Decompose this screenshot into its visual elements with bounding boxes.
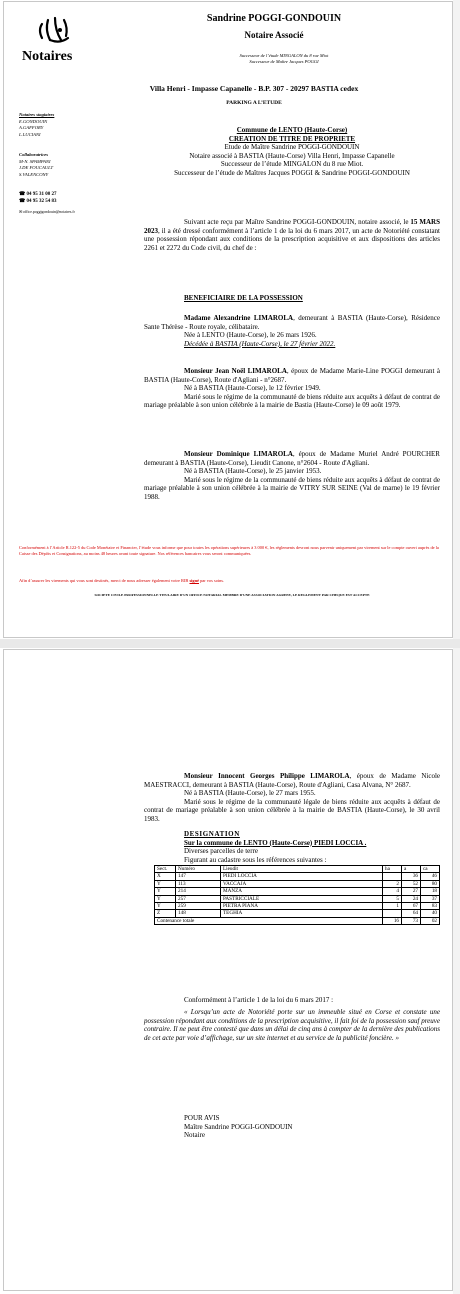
collab-item: M-N. SPAMPANI — [19, 158, 51, 164]
acte-date: 15 MARS 2023 — [144, 218, 440, 235]
table-cell: 257 — [176, 895, 221, 902]
table-cell: 64 — [402, 910, 421, 917]
table-row — [155, 888, 440, 895]
loi-reference: Conformément à l’article 1 de la loi du 6 mars 2017 : — [184, 996, 334, 1004]
table-cell: TEGHIA — [221, 910, 383, 917]
table-cell: 214 — [176, 888, 221, 895]
beneficiary-details: , époux de Madame Nicole MAESTRACCI, demeurant à BASTIA (Haute-Corse), Route d'Agliani, Casa Alvana, N° 2687. — [144, 772, 440, 789]
acte-title: CREATION DE TITRE DE PROPRIETE — [228, 134, 356, 143]
beneficiary-name: Monsieur Jean Noël LIMAROLA — [184, 367, 287, 375]
table-cell: 40 — [421, 910, 440, 917]
table-cell: 36 — [402, 873, 421, 880]
intro-block — [144, 126, 440, 178]
total-label: Contenance totale — [155, 917, 383, 924]
table-cell: X — [155, 873, 176, 880]
office-address: Villa Henri - Impasse Capanelle - B.P. 307 - 20297 BASTIA cedex — [149, 84, 359, 93]
phone-number: 04 95 31 00 27 — [26, 192, 57, 197]
sidebar-stagiaires — [19, 112, 54, 138]
table-cell: 1 — [383, 903, 402, 910]
document-page-1 — [3, 1, 453, 638]
table-cell: Y — [155, 880, 176, 887]
document-page-2 — [3, 649, 453, 1291]
rib-notice — [19, 578, 445, 584]
designation-commune: Sur la commune de LENTO (Haute-Corse) PIEDI LOCCIA . — [184, 838, 367, 847]
table-row — [155, 895, 440, 902]
beneficiary-2 — [144, 367, 440, 410]
beneficiary-death: Décédée à BASTIA (Haute-Corse), le 27 février 2022. — [184, 339, 336, 348]
intro-line-1: Etude de Maître Sandrine POGGI-GONDOUIN — [224, 143, 360, 152]
beneficiary-1 — [144, 314, 440, 348]
collab-title: Collaboratrices — [19, 152, 49, 157]
table-cell: 2 — [383, 880, 402, 887]
table-cell: PASTRICCIALE — [221, 895, 383, 902]
table-cell: 147 — [176, 873, 221, 880]
parking-note: PARKING A L’ETUDE — [226, 100, 282, 106]
loi-quote: « Lorsqu’un acte de Notoriété porte sur un immeuble situé en Corse et constate une possession répondant aux conditions de la prescription acquisitive, il fait foi de la possession sauf preuve contraire. Il ne peut être contesté que dans un délai de cinq ans à compter de la dernière des publications de cet acte par voie d’affichage, sur un site internet et au service de la publicité foncière. » — [144, 1008, 440, 1042]
beneficiaires-heading: BENEFICIAIRE DE LA POSSESSION — [184, 294, 303, 302]
table-cell: 259 — [176, 903, 221, 910]
signer-name: Maître Sandrine POGGI-GONDOUIN — [184, 1122, 293, 1131]
collab-item: J.DE FOUCAULT — [19, 165, 54, 170]
acte-text-start: Suivant acte reçu par Maître Sandrine POGGI-GONDOUIN, notaire associé, le — [184, 218, 411, 226]
table-cell: 80 — [421, 880, 440, 887]
stagiaires-title: Notaires stagiaires — [19, 112, 55, 117]
designation-section — [144, 830, 440, 864]
designation-title: DESIGNATION — [184, 830, 240, 838]
rib-signed: signé — [189, 578, 199, 583]
beneficiary-marriage: Marié sous le régime de la communauté de biens réduite aux acquêts à défaut de contrat de mariage préalable à son union célébrée à la mairie de VITRY SUR SEINE (Val de marne) le 19 février 1988. — [144, 475, 440, 501]
col-header: Numéro — [176, 866, 221, 873]
stagiaire-item: E.GONDOUIN — [19, 118, 48, 124]
table-row — [155, 903, 440, 910]
sidebar-collaboratrices — [19, 152, 53, 178]
total-ca: 02 — [421, 917, 440, 924]
col-header: Lieudit — [221, 866, 383, 873]
rib-text-end: par vos soins. — [198, 578, 225, 583]
acte-text-end: , il a été dressé conformément à l’article 1 de la loi du 6 mars 2017, un acte de Notoriété constatant une possession répondant aux conditions de la prescription acquisitive et aux dispositions des articles 2261 et 2272 du Code civil, du chef de : — [144, 226, 440, 252]
mail-icon: ✉ — [19, 210, 24, 214]
table-cell: 52 — [402, 880, 421, 887]
col-header: ca — [421, 866, 440, 873]
col-header: ha — [383, 866, 402, 873]
table-cell — [383, 873, 402, 880]
sidebar-contact — [19, 192, 75, 216]
table-cell: 24 — [402, 895, 421, 902]
beneficiary-marriage: Marié sous le régime de la communauté de biens réduite aux acquêts à défaut de contrat de mariage préalable à son union célébrée à la mairie de Bastia (Haute-Corse) le 09 août 1979. — [144, 392, 440, 410]
intro-line-4: Successeur de l’étude de Maîtres Jacques POGGI & Sandrine POGGI-GONDOUIN — [174, 168, 410, 177]
table-cell: Y — [155, 895, 176, 902]
table-cell: VACCAJA — [221, 880, 383, 887]
total-ha: 16 — [383, 917, 402, 924]
phone-icon: ☎ — [19, 192, 27, 197]
table-row — [155, 880, 440, 887]
cadastre-table — [154, 865, 440, 925]
successor-lines — [164, 53, 404, 65]
col-header: a — [402, 866, 421, 873]
designation-line-1: Diverses parcelles de terre — [184, 847, 259, 856]
successor-line-1: Successeur de l’étude MINGALON du 8 rue Miot — [239, 53, 329, 58]
beneficiary-4 — [144, 772, 440, 824]
col-header: Sect. — [155, 866, 176, 873]
beneficiary-name: Madame Alexandrine LIMAROLA — [184, 314, 294, 322]
notary-role: Notaire Associé — [244, 30, 304, 40]
legal-footer: SOCIETE CIVILE PROFESSIONNELLE TITULAIRE D'UN OFFICE NOTARIAL MEMBRE D'UNE ASSOCIATION AGREEE, LE REGLEMENT PAR CHEQUE EST ACCEPTE — [94, 593, 370, 597]
table-cell: 148 — [176, 910, 221, 917]
stagiaire-item: L.LUCIANI — [19, 131, 41, 137]
intro-line-3: Successeur de l’étude MINGALON du 8 rue Miot. — [220, 160, 364, 169]
beneficiary-details: , époux de Madame Muriel André POURCHER demeurant à BASTIA (Haute-Corse), Lieudit Canone, n°2604 - Route d'Agliani. — [144, 450, 440, 467]
beneficiary-birth: Né à BASTIA (Haute-Corse), le 12 février 1949. — [184, 384, 321, 393]
intro-line-2: Notaire associé à BASTIA (Haute-Corse) Villa Henri, Impasse Capanelle — [189, 151, 395, 160]
page-separator — [0, 639, 460, 648]
beneficiary-birth: Née à LENTO (Haute-Corse), le 26 mars 1926. — [184, 331, 317, 340]
email-address: office.poggigondouin@notaires.fr — [23, 210, 75, 214]
table-cell: 5 — [383, 895, 402, 902]
designation-line-2: Figurant au cadastre sous les références suivantes : — [184, 855, 327, 864]
table-cell: PIETRA PIANA — [221, 903, 383, 910]
beneficiary-name: Monsieur Innocent Georges Philippe LIMAROLA — [184, 772, 350, 780]
signer-role: Notaire — [184, 1131, 205, 1140]
acte-paragraph — [144, 218, 440, 252]
table-cell: Y — [155, 903, 176, 910]
table-cell: 46 — [421, 873, 440, 880]
table-cell: 37 — [421, 895, 440, 902]
email-line — [19, 209, 75, 216]
beneficiary-3 — [144, 450, 440, 502]
signature-block — [144, 1114, 460, 1140]
commune-heading: Commune de LENTO (Haute-Corse) — [236, 126, 348, 134]
table-cell: Y — [155, 888, 176, 895]
table-cell: 113 — [176, 880, 221, 887]
pour-avis: POUR AVIS — [184, 1114, 220, 1122]
table-cell: 27 — [402, 888, 421, 895]
beneficiary-details: , demeurant à BASTIA (Haute-Corse), Résidence Sante Thérèse - Route royale, célibataire. — [144, 314, 440, 331]
beneficiary-birth: Né à BASTIA (Haute-Corse), le 25 janvier 1953. — [184, 467, 322, 476]
collab-item: S.VALENCONY — [19, 171, 49, 177]
fax-line — [19, 199, 75, 206]
payment-notice: Conformément à l’Article R.122-5 du Code Monétaire et Financier, l’étude vous informe que pour toutes les opérations supérieures à 3 000 €, les règlements devront nous parvenir uniquement par virement sur le compte ouvert auprès de la Caisse des Dépôts et Consignations, au moins 48 heures avant toute signature. Nos références bancaires vous seront communiquées. — [19, 545, 439, 556]
beneficiary-marriage: Marié sous le régime de la communauté légale de biens réduite aux acquêts à défaut de contrat de mariage préalable à son union célébrée à la mairie de BASTIA (Haute-Corse), le 30 avril 1983. — [144, 797, 440, 823]
table-cell: Z — [155, 910, 176, 917]
successor-line-2: Successeur de Maître Jacques POGGI — [249, 59, 319, 64]
table-row — [155, 910, 440, 917]
table-cell: 18 — [421, 888, 440, 895]
table-cell: 4 — [383, 888, 402, 895]
total-a: 73 — [402, 917, 421, 924]
beneficiary-name: Monsieur Dominique LIMAROLA — [184, 450, 293, 458]
fax-number: 04 95 32 54 83 — [26, 198, 57, 204]
fax-icon: ☎ — [19, 198, 27, 204]
notary-name: Sandrine POGGI-GONDOUIN — [206, 13, 342, 24]
table-cell: MANZA — [221, 888, 383, 895]
table-cell: 83 — [421, 903, 440, 910]
table-cell: 67 — [402, 903, 421, 910]
beneficiary-birth: Né à BASTIA (Haute-Corse), le 27 mars 1955. — [184, 789, 316, 798]
table-header-row — [155, 866, 440, 873]
beneficiary-details: , époux de Madame Marie-Line POGGI demeurant à BASTIA (Haute-Corse), Route d'Agliani - n°2687. — [144, 367, 440, 384]
table-cell: PIEDI LOCCIA — [221, 873, 383, 880]
table-row — [155, 873, 440, 880]
logo-wordmark: Notaires — [22, 49, 73, 64]
total-row — [155, 917, 440, 924]
rib-text: Afin d’assurer les virements qui vous sont destinés, merci de nous adresser également votre RIB — [19, 578, 190, 583]
stagiaire-item: A.GAFFORY — [19, 125, 44, 130]
table-cell — [383, 910, 402, 917]
